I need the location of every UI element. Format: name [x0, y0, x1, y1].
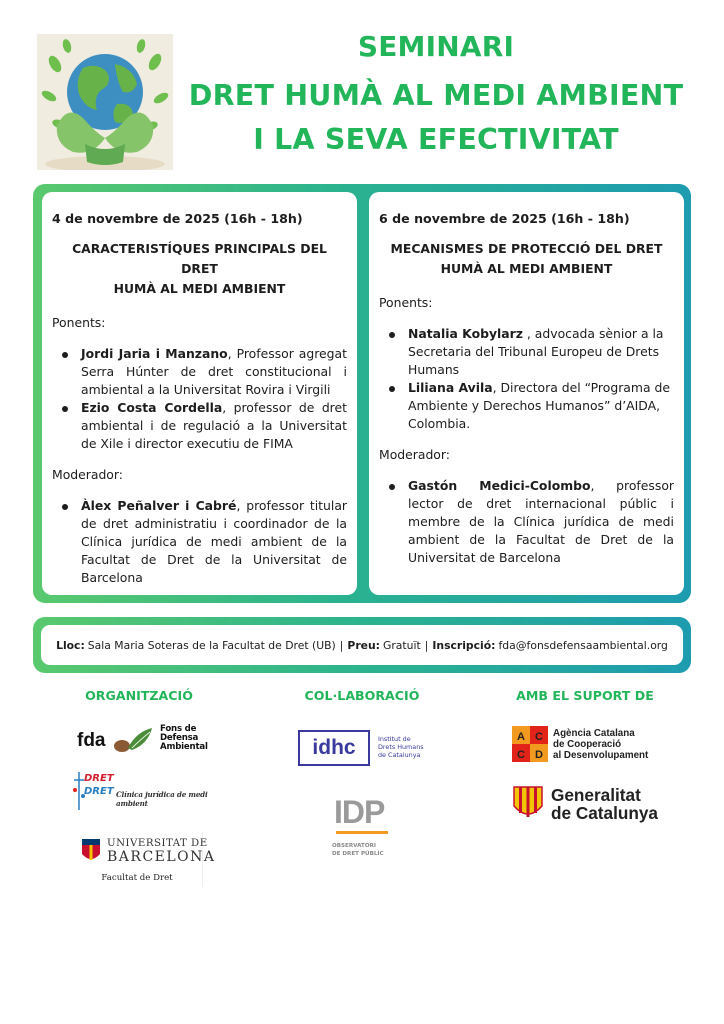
speakers-label: Ponents:	[52, 315, 106, 330]
moderator-desc: , professor lector de dret internacional públic i membre de la Clínica jurídica de medi ambient de la Facultat de Dret de la Universitat de Barcelona	[408, 478, 674, 565]
speaker-name: Ezio Costa Cordella	[81, 400, 223, 415]
ub-line: BARCELONA	[107, 849, 216, 865]
accd-line: de Cooperació	[553, 739, 622, 750]
idhc-name	[378, 735, 424, 759]
session-title-line: MECANISMES DE PROTECCIÓ DEL DRET	[390, 241, 663, 256]
list-item	[71, 345, 347, 399]
separator: |	[339, 638, 344, 652]
senyera-icon	[513, 786, 543, 820]
sessions-frame	[33, 184, 691, 603]
collaboration-heading: COL·LABORACIÓ	[304, 688, 420, 703]
support-heading: AMB EL SUPORT DE	[516, 688, 654, 703]
accd-letter: C	[535, 731, 543, 743]
speaker-name: Jordi Jaria i Manzano	[81, 346, 228, 361]
dret-line: DRET	[84, 786, 114, 797]
idhc-line: Drets Humans	[378, 743, 424, 751]
session-title	[52, 239, 347, 299]
speaker-desc: , Professor agregat Serra Húnter de dret constitucional i ambiental a la Universitat Rovira i Virgili	[81, 346, 347, 397]
generalitat-name	[551, 786, 658, 822]
idhc-logo	[298, 730, 432, 766]
speaker-desc: , advocada sènior a la Secretaria del Tribunal Europeu de Drets Humans	[408, 326, 664, 377]
idp-logo	[330, 796, 400, 862]
accd-line: al Desenvolupament	[553, 750, 649, 761]
ub-line: UNIVERSITAT DE	[107, 838, 208, 849]
page-title-line1: DRET HUMÀ AL MEDI AMBIENT	[188, 79, 684, 112]
speakers-list	[398, 325, 674, 433]
session-card-1	[42, 192, 357, 595]
speakers-list	[71, 345, 347, 453]
session-title-line: CARACTERISTÍQUES PRINCIPALS DEL DRET	[72, 241, 327, 276]
leaf-icon	[112, 726, 156, 754]
list-item	[71, 497, 347, 587]
fda-abbr: fda	[77, 730, 106, 751]
accd-name	[553, 728, 648, 761]
moderator-desc: , professor titular de dret administratiu i coordinador de la Clínica jurídica de medi ambient de la Facultat de Dret de la Universitat de Barcelona	[81, 498, 348, 585]
fda-logo	[76, 724, 206, 756]
list-item	[398, 379, 674, 433]
organization-heading: ORGANITZACIÓ	[85, 688, 193, 703]
fda-name-line: Fons de	[160, 724, 197, 734]
session-title-line: HUMÀ AL MEDI AMBIENT	[113, 281, 286, 296]
earth-hands-illustration	[37, 34, 173, 170]
accd-logo	[512, 724, 672, 764]
price-label: Preu:	[347, 638, 380, 652]
speakers-label: Ponents:	[379, 295, 433, 310]
accd-letter: D	[535, 749, 543, 761]
speaker-name: Natalia Kobylarz	[408, 326, 523, 341]
seminar-label: SEMINARI	[357, 30, 515, 63]
idhc-line: de Catalunya	[378, 751, 421, 759]
accd-line: Agència Catalana	[553, 728, 635, 739]
idhc-abbr: idhc	[298, 730, 370, 766]
session-date: 4 de novembre de 2025 (16h - 18h)	[52, 211, 303, 226]
clinica-juridica-logo	[72, 768, 208, 816]
signup-label: Inscripció:	[432, 638, 496, 652]
session-title	[379, 239, 674, 279]
ub-faculty: Facultat de Dret	[101, 873, 173, 883]
idp-line: OBSERVATORI	[332, 843, 376, 849]
speaker-desc: , Directora del “Programa de Ambiente y Derechos Humanos” d’AIDA, Colombia.	[408, 380, 670, 431]
moderator-label: Moderador:	[379, 447, 450, 462]
ub-name	[107, 838, 216, 865]
page-title-line2: I LA SEVA EFECTIVITAT	[253, 123, 619, 156]
idp-line: DE DRET PÚBLIC	[332, 851, 384, 857]
generalitat-line: de Catalunya	[551, 803, 658, 823]
speaker-name: Liliana Avila	[408, 380, 493, 395]
place-label: Lloc:	[56, 638, 85, 652]
session-card-2	[369, 192, 684, 595]
idp-underline	[336, 831, 388, 834]
clinica-text: Clínica jurídica de medi ambient	[116, 790, 208, 808]
accd-mark-icon	[512, 726, 548, 762]
idp-name	[332, 842, 384, 858]
accd-letter: A	[517, 731, 525, 743]
moderator-name: Àlex Peñalver i Cabré	[81, 498, 237, 513]
idhc-line: Institut de	[378, 735, 411, 743]
list-item	[398, 477, 674, 567]
speaker-desc: , professor de dret ambiental i de regulació a la Universitat de Xile i director executiu de FIMA	[81, 400, 347, 451]
moderator-list	[71, 497, 347, 587]
list-item	[71, 399, 347, 453]
session-title-line: HUMÀ AL MEDI AMBIENT	[440, 261, 613, 276]
signup-email-link[interactable]: fda@fonsdefensaambiental.org	[498, 638, 668, 652]
info-bar	[33, 617, 691, 673]
ub-logo	[75, 832, 216, 886]
dret-mark	[84, 772, 114, 798]
dret-line: DRET	[84, 773, 114, 784]
price-value: Gratuït	[382, 638, 421, 652]
idp-abbr: IDP	[334, 794, 385, 830]
fda-name-line: Defensa	[160, 733, 199, 743]
accd-letter: C	[517, 749, 525, 761]
info-bar-content	[41, 625, 683, 665]
moderator-label: Moderador:	[52, 467, 123, 482]
fda-name	[160, 725, 208, 752]
fda-name-line: Ambiental	[160, 742, 208, 752]
list-item	[398, 325, 674, 379]
place-value: Sala Maria Soteras de la Facultat de Dret (UB)	[87, 638, 336, 652]
session-date: 6 de novembre de 2025 (16h - 18h)	[379, 211, 630, 226]
generalitat-line: Generalitat	[551, 785, 641, 805]
generalitat-logo	[512, 784, 672, 824]
ub-shield-icon	[81, 838, 101, 864]
moderator-list	[398, 477, 674, 567]
moderator-name: Gastón Medici-Colombo	[408, 478, 591, 493]
separator: |	[424, 638, 429, 652]
